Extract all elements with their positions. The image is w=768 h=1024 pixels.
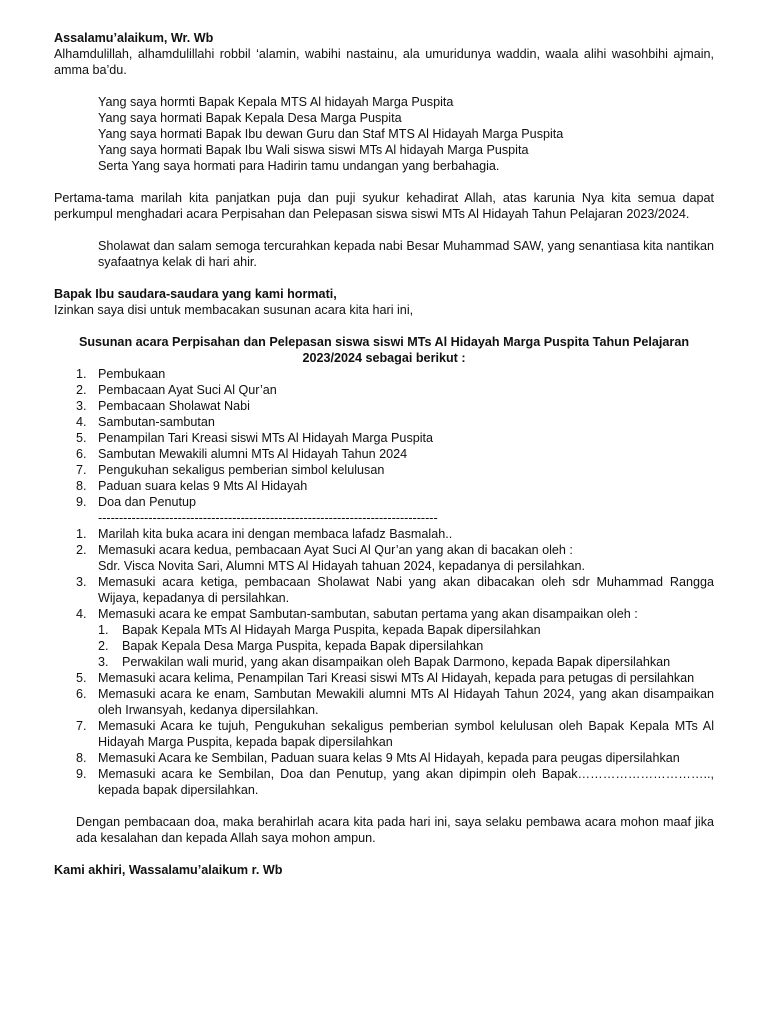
respects-list bbox=[54, 94, 714, 174]
address-heading: Bapak Ibu saudara-saudara yang kami hormati, bbox=[54, 287, 337, 301]
permission-line: Izinkan saya disi untuk membacakan susunan acara kita hari ini, bbox=[54, 303, 414, 317]
step-item: 7. Memasuki Acara ke tujuh, Pengukuhan sekaligus pemberian symbol kelulusan oleh Bapak Kepala MTs Al Hidayah Marga Puspita, kepada bapak dipersilahkan bbox=[76, 719, 714, 749]
speech-item: 1. Bapak Kepala MTs Al Hidayah Marga Puspita, kepada Bapak dipersilahkan bbox=[98, 623, 541, 637]
agenda-item: 7. Pengukuhan sekaligus pemberian simbol kelulusan bbox=[76, 463, 385, 477]
step-item: 1. Marilah kita buka acara ini dengan membaca lafadz Basmalah.. bbox=[76, 527, 453, 541]
step-item: 2. Memasuki acara kedua, pembacaan Ayat Suci Al Qur’an yang akan di bacakan oleh : Sdr. Visca Novita Sari, Alumni MTS Al Hidayah tahuan 2024, kepadanya di persilahkan. bbox=[76, 543, 586, 573]
respect-line: Yang saya hormati Bapak Ibu dewan Guru dan Staf MTS Al Hidayah Marga Puspita bbox=[98, 127, 564, 141]
opening-paragraph: Alhamdulillah, alhamdulillahi robbil ‘alamin, wabihi nastainu, ala umuridunya waddin, waala alihi wasohbihi ajmain, amma ba’du. bbox=[54, 47, 714, 77]
respect-line: Yang saya hormti Bapak Kepala MTS Al hidayah Marga Puspita bbox=[98, 95, 454, 109]
agenda-item: 2. Pembacaan Ayat Suci Al Qur’an bbox=[76, 383, 277, 397]
agenda-list bbox=[54, 366, 714, 510]
gratitude-paragraph: Pertama-tama marilah kita panjatkan puja dan puji syukur kehadirat Allah, atas karunia Nya kita semua dapat perkumpul menghadari acara Perpisahan dan Pelepasan siswa siswi MTs Al Hidayah Tahun Pelajaran 2023/2024. bbox=[54, 191, 714, 221]
agenda-item: 4. Sambutan-sambutan bbox=[76, 415, 215, 429]
respect-line: Serta Yang saya hormati para Hadirin tamu undangan yang berbahagia. bbox=[98, 159, 500, 173]
respect-line: Yang saya hormati Bapak Ibu Wali siswa siswi MTs Al hidayah Marga Puspita bbox=[98, 143, 529, 157]
agenda-item: 5. Penampilan Tari Kreasi siswi MTs Al Hidayah Marga Puspita bbox=[76, 431, 434, 445]
step-item: 5. Memasuki acara kelima, Penampilan Tari Kreasi siswi MTs Al Hidayah, kepada para petugas di persilahkan bbox=[76, 671, 695, 685]
steps-list bbox=[54, 526, 714, 622]
speech-item: 3. Perwakilan wali murid, yang akan disampaikan oleh Bapak Darmono, kepada Bapak dipersilahkan bbox=[98, 655, 671, 669]
divider-line: --------------------------------------------------------------------------------- bbox=[98, 511, 438, 525]
steps-list-continued bbox=[54, 670, 714, 798]
agenda-item: 1. Pembukaan bbox=[76, 367, 166, 381]
speeches-list bbox=[54, 622, 714, 670]
step-item: 6. Memasuki acara ke enam, Sambutan Mewakili alumni MTs Al Hidayah Tahun 2024, yang akan disampaikan oleh Irwansyah, kedanya dipersilahkan. bbox=[76, 687, 714, 717]
step-item: 4. Memasuki acara ke empat Sambutan-sambutan, sabutan pertama yang akan disampaikan oleh : bbox=[76, 607, 638, 621]
agenda-item: 8. Paduan suara kelas 9 Mts Al Hidayah bbox=[76, 479, 308, 493]
closing-paragraph: Dengan pembacaan doa, maka berahirlah acara kita pada hari ini, saya selaku pembawa acara mohon maaf jika ada kesalahan dan kepada Allah saya mohon ampun. bbox=[76, 815, 714, 845]
step-item: 9. Memasuki acara ke Sembilan, Doa dan Penutup, yang akan dipimpin oleh Bapak………………………….., kepada bapak dipersilahkan. bbox=[76, 767, 714, 797]
agenda-title: Susunan acara Perpisahan dan Pelepasan siswa siswi MTs Al Hidayah Marga Puspita Tahun Pelajaran 2023/2024 sebagai berikut : bbox=[78, 335, 690, 365]
respect-line: Yang saya hormati Bapak Kepala Desa Marga Puspita bbox=[98, 111, 402, 125]
agenda-item: 6. Sambutan Mewakili alumni MTs Al Hidayah Tahun 2024 bbox=[76, 447, 408, 461]
farewell: Kami akhiri, Wassalamu’alaikum r. Wb bbox=[54, 863, 283, 877]
agenda-item: 9. Doa dan Penutup bbox=[76, 495, 197, 509]
step-item: 3. Memasuki acara ketiga, pembacaan Sholawat Nabi yang akan dibacakan oleh sdr Muhammad Rangga Wijaya, kepadanya di persilahkan. bbox=[76, 575, 714, 605]
agenda-item: 3. Pembacaan Sholawat Nabi bbox=[76, 399, 250, 413]
step-item: 8. Memasuki Acara ke Sembilan, Paduan suara kelas 9 Mts Al Hidayah, kepada para peugas dipersilahkan bbox=[76, 751, 680, 765]
sholawat-paragraph: Sholawat dan salam semoga tercurahkan kepada nabi Besar Muhammad SAW, yang senantiasa kita nantikan syafaatnya kelak di hari ahir. bbox=[98, 239, 714, 269]
speech-item: 2. Bapak Kepala Desa Marga Puspita, kepada Bapak dipersilahkan bbox=[98, 639, 484, 653]
greeting: Assalamu’alaikum, Wr. Wb bbox=[54, 31, 214, 45]
